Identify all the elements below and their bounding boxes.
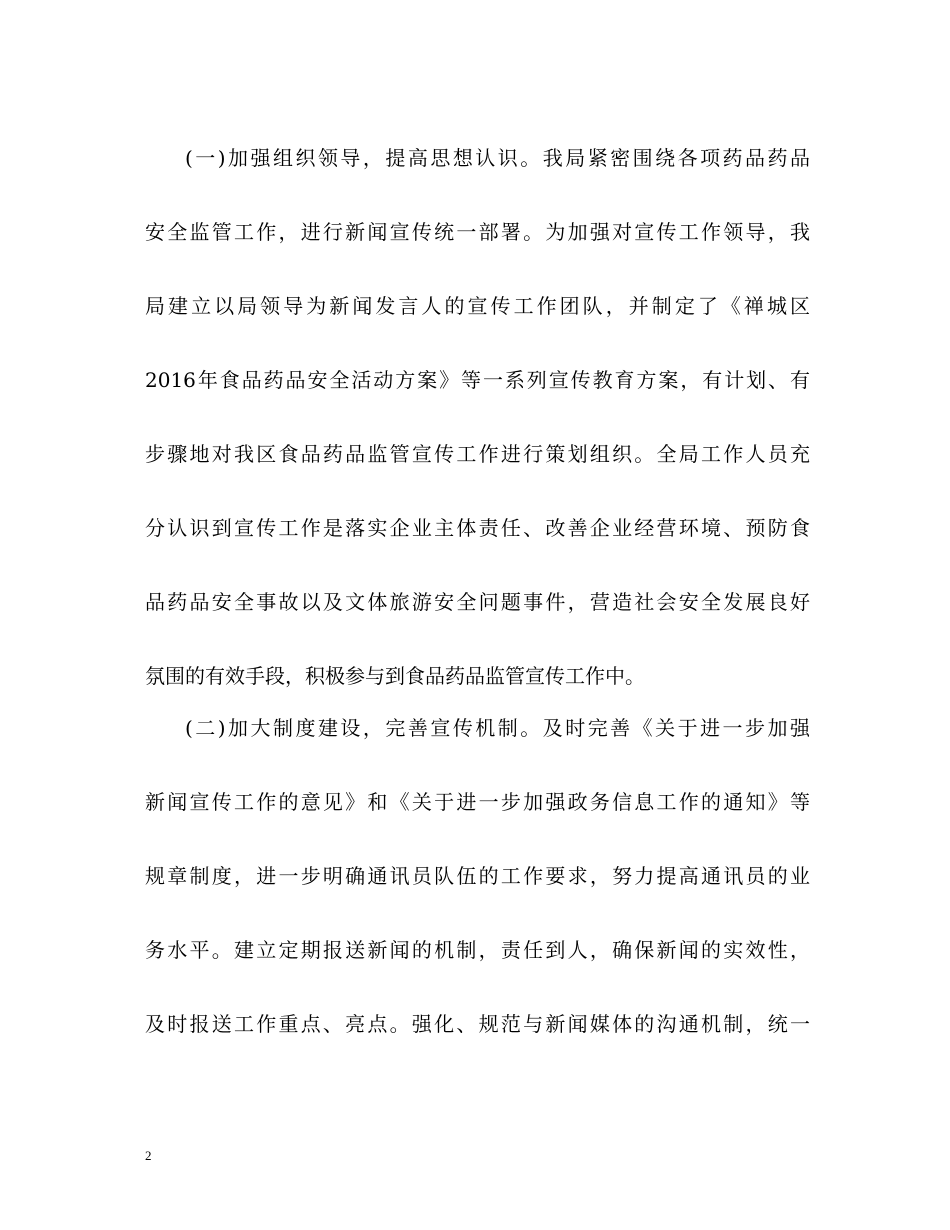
paragraph-2-line-1: (二)加大制度建设，完善宣传机制。及时完善《关于进一步加强 bbox=[185, 716, 810, 740]
page-number: 2 bbox=[145, 1148, 152, 1163]
paragraph-1-line-8: 氛围的有效手段，积极参与到食品药品监管宣传工作中。 bbox=[145, 664, 645, 688]
paragraph-2-line-5: 及时报送工作重点、亮点。强化、规范与新闻媒体的沟通机制，统一 bbox=[145, 1012, 810, 1036]
paragraph-2-line-3: 规章制度，进一步明确通讯员队伍的工作要求，努力提高通讯员的业 bbox=[145, 864, 810, 888]
paragraph-2-line-4: 务水平。建立定期报送新闻的机制，责任到人，确保新闻的实效性， bbox=[145, 938, 810, 962]
paragraph-1-line-2: 安全监管工作，进行新闻宣传统一部署。为加强对宣传工作领导，我 bbox=[145, 220, 810, 244]
paragraph-1-line-4: 2016年食品药品安全活动方案》等一系列宣传教育方案，有计划、有 bbox=[145, 368, 810, 392]
paragraph-2-line-2: 新闻宣传工作的意见》和《关于进一步加强政务信息工作的通知》等 bbox=[145, 790, 810, 814]
paragraph-1-line-6: 分认识到宣传工作是落实企业主体责任、改善企业经营环境、预防食 bbox=[145, 516, 810, 540]
paragraph-1-line-1: (一)加强组织领导，提高思想认识。我局紧密围绕各项药品药品 bbox=[185, 146, 810, 170]
paragraph-1-line-7: 品药品安全事故以及文体旅游安全问题事件，营造社会安全发展良好 bbox=[145, 590, 810, 614]
paragraph-1-line-3: 局建立以局领导为新闻发言人的宣传工作团队，并制定了《禅城区 bbox=[145, 294, 810, 318]
paragraph-1-line-5: 步骤地对我区食品药品监管宣传工作进行策划组织。全局工作人员充 bbox=[145, 442, 810, 466]
